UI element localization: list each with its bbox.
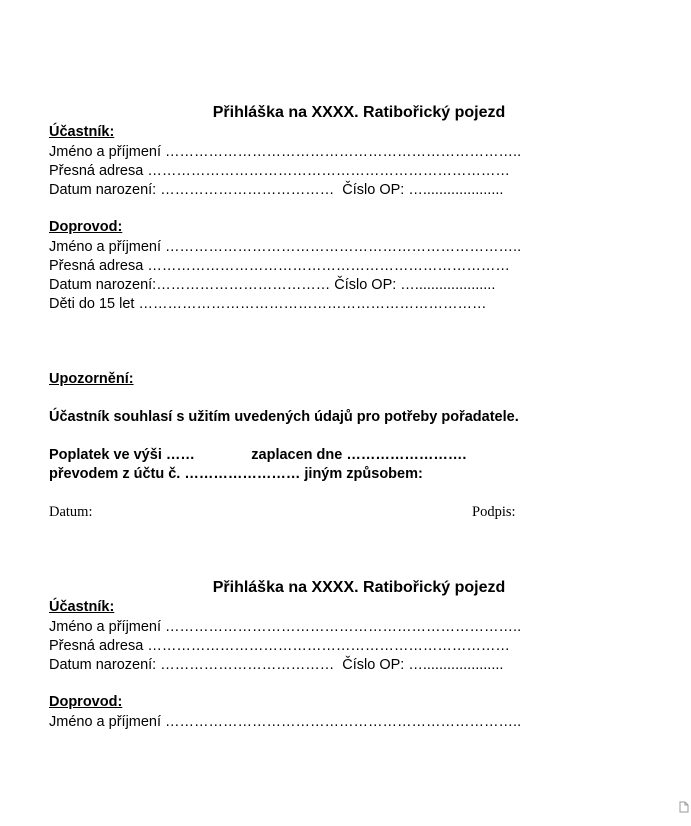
notice-heading: Upozornění: bbox=[49, 371, 134, 387]
participant-name-line: Jméno a příjmení ……………………………………………………………….. bbox=[49, 144, 522, 160]
participant-name-line-2: Jméno a příjmení ……………………………………………………………….. bbox=[49, 619, 522, 635]
transfer-line: převodem z účtu č. …………………… jiným způsobem: bbox=[49, 466, 423, 482]
consent-text: Účastník souhlasí s užitím uvedených údajů pro potřeby pořadatele. bbox=[49, 409, 519, 425]
participant-birth-line: Datum narození: ……………………………… Číslo OP: ….................... bbox=[49, 182, 504, 198]
participant-address-line-2: Přesná adresa ………………………………………………………………… bbox=[49, 638, 510, 654]
companion-birth-line: Datum narození:……………………………… Číslo OP: ….................... bbox=[49, 277, 496, 293]
participant-heading: Účastník: bbox=[49, 124, 115, 140]
fee-line: Poplatek ve výši …… zaplacen dne ……………………. bbox=[49, 447, 467, 463]
participant-address-line: Přesná adresa ………………………………………………………………… bbox=[49, 163, 510, 179]
date-label: Datum: bbox=[49, 504, 93, 520]
companion-heading: Doprovod: bbox=[49, 219, 123, 235]
form-title: Přihláška na XXXX. Ratibořický pojezd bbox=[212, 104, 506, 121]
signature-label: Podpis: bbox=[472, 504, 516, 520]
companion-address-line: Přesná adresa ………………………………………………………………… bbox=[49, 258, 510, 274]
participant-heading-2: Účastník: bbox=[49, 599, 115, 615]
children-line: Děti do 15 let ……………………………………………………………… bbox=[49, 296, 487, 312]
participant-birth-line-2: Datum narození: ……………………………… Číslo OP: ….................... bbox=[49, 657, 504, 673]
page-corner-icon bbox=[679, 801, 689, 813]
companion-name-line-2: Jméno a příjmení ……………………………………………………………….. bbox=[49, 714, 522, 730]
companion-heading-2: Doprovod: bbox=[49, 694, 123, 710]
form-title-2: Přihláška na XXXX. Ratibořický pojezd bbox=[212, 579, 506, 596]
companion-name-line: Jméno a příjmení ……………………………………………………………….. bbox=[49, 239, 522, 255]
